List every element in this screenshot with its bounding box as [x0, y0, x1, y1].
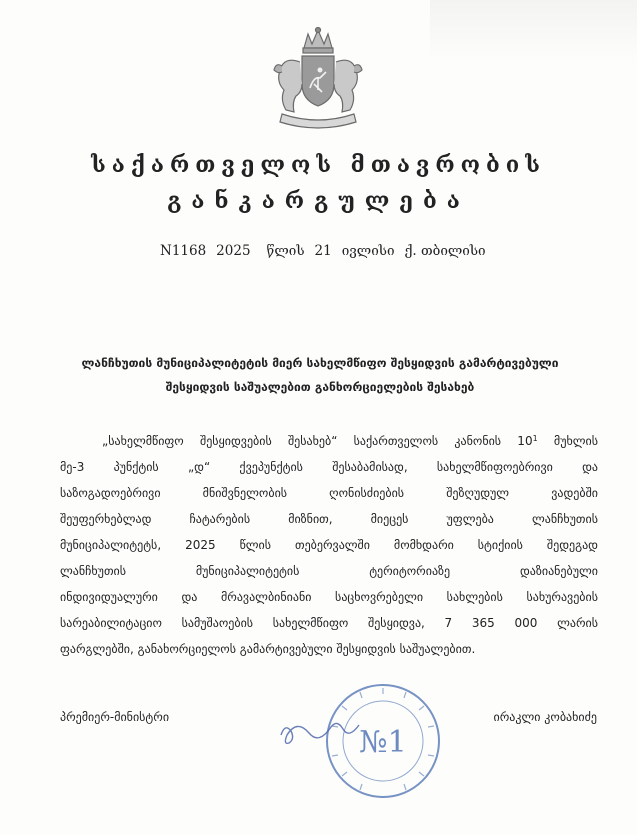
body-line-5: მუნიციპალიტეტს, 2025 წლის თებერვალში მომხდარი სტიქიის შედეგად: [60, 538, 598, 552]
body-line-1-tail: მუხლის: [553, 434, 598, 448]
government-title-line2: განკარგულება: [167, 188, 470, 214]
stamp-number: №1: [359, 725, 407, 760]
body-line-1-text: „სახელმწიფო შესყიდვების შესახებ“ საქართველოს კანონის 10: [102, 434, 533, 448]
decree-year: 2025: [216, 243, 251, 259]
body-line-2: მე-3 პუნქტის „დ“ ქვეპუნქტის შესაბამისად, სახელმწიფოებრივი და: [60, 460, 598, 474]
decree-day: 21: [314, 243, 332, 259]
body-line-1: [60, 428, 598, 454]
body-line-9: ფარგლებში, განახორციელოს გამარტივებული შესყიდვის საშუალებით.: [60, 642, 476, 656]
signatory-position: პრემიერ-მინისტრი: [60, 710, 170, 724]
body-line-6: ლანჩხუთის მუნიციპალიტეტის ტერიტორიაზე დაზიანებული: [60, 564, 598, 578]
body-line-8: სარეაბილიტაციო სამუშაოების სახელმწიფო შესყიდვა, 7 365 000 ლარის: [60, 616, 598, 630]
body-line-3: საზოგადოებრივი მნიშვნელობის ღონისძიების შეზღუდულ ვადებში: [60, 486, 598, 500]
government-title-line1: საქართველოს მთავრობის: [91, 152, 546, 178]
body-paragraph: [60, 428, 598, 662]
signatory-name: ირაკლი კობახიძე: [493, 710, 597, 724]
decree-number-date-line: [160, 243, 500, 259]
body-line-7: ინდივიდუალური და მრავალბინიანი საცხოვრებელი სახლების სახურავების: [60, 590, 598, 604]
footnote-superscript: 1: [532, 434, 538, 443]
decree-number: N1168: [160, 243, 207, 259]
decree-month: ივლისი: [341, 243, 395, 259]
scan-artifact: [430, 0, 637, 60]
official-stamp: [322, 680, 444, 802]
decree-year-word: წლის: [266, 243, 305, 259]
subject-line1: ლანჩხუთის მუნიციპალიტეტის მიერ სახელმწიფო შესყიდვის გამარტივებული: [81, 356, 559, 370]
decree-city: ქ. თბილისი: [404, 243, 486, 259]
coat-of-arms-emblem: [262, 26, 374, 136]
subject-line2: შესყიდვის საშუალებით განხორციელების შესახებ: [165, 380, 475, 394]
body-line-4: შეუფერხებლად ჩატარების მიზნით, მიეცეს უფლება ლანჩხუთის: [60, 512, 598, 526]
